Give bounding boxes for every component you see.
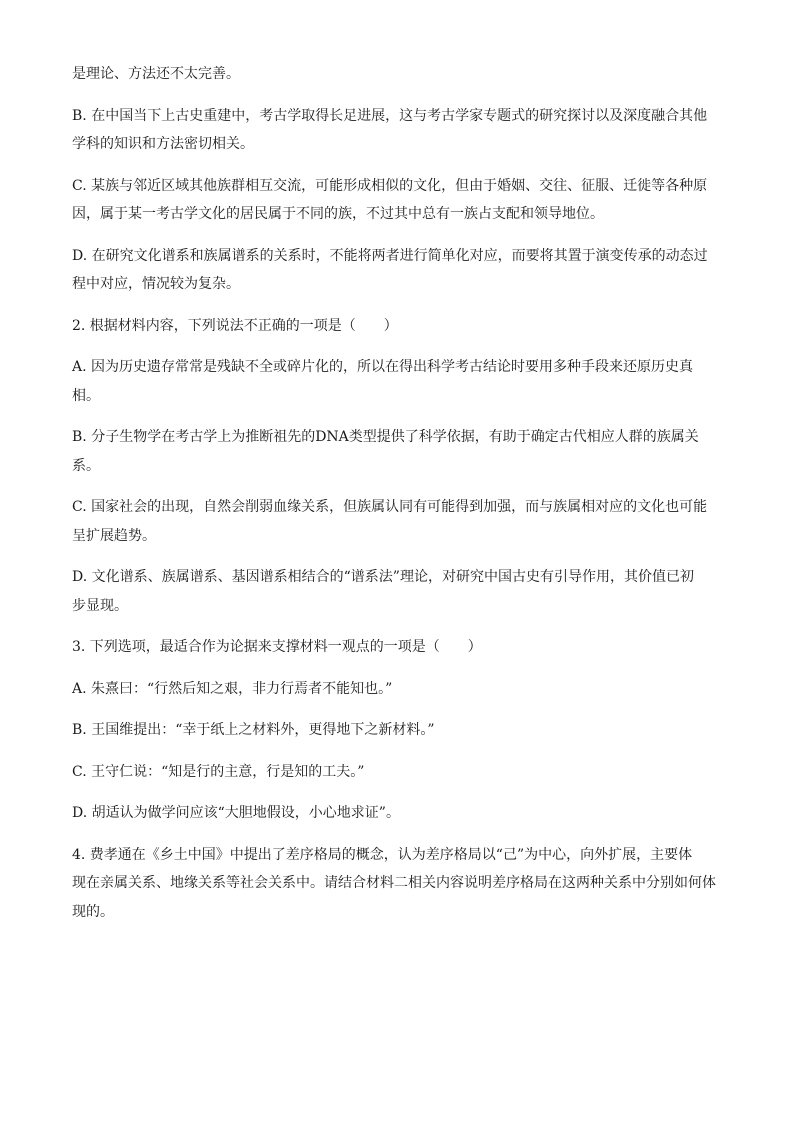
text-line: 因，属于某一考古学文化的居民属于不同的族，不过其中总有一族占支配和领导地位。 — [72, 206, 604, 222]
paragraph — [72, 675, 722, 704]
paragraph — [72, 563, 722, 620]
paragraph — [72, 172, 722, 229]
text-line: 相。 — [72, 387, 100, 404]
text-line: 4. 费孝通在《乡土中国》中提出了差序格局的概念，认为差序格局以“己”为中心，向外扩展，主要体 — [72, 846, 693, 863]
text-line: 3. 下列选项，最适合作为论据来支撑材料一观点的一项是（ ） — [72, 639, 482, 655]
text-line: C. 国家社会的出现，自然会削弱血缘关系，但族属认同有可能得到加强，而与族属相对应的文化也可能 — [72, 499, 708, 515]
text-line: D. 文化谱系、族属谱系、基因谱系相结合的“谱系法”理论，对研究中国古史有引导作用，其价值已初 — [72, 569, 694, 585]
text-line: 程中对应，情况较为复杂。 — [72, 276, 240, 292]
text-line: D. 胡适认为做学问应该“大胆地假设，小心地求证”。 — [72, 805, 400, 821]
text-line: 现的。 — [72, 903, 114, 920]
text-line: B. 分子生物学在考古学上为推断祖先的DNA类型提供了科学依据，有助于确定古代相应人群的族属关 — [72, 429, 699, 445]
text-line: C. 王守仁说：“知是行的主意，行是知的工夫。” — [72, 763, 365, 780]
text-line: 2. 根据材料内容，下列说法不正确的一项是（ ） — [72, 317, 398, 334]
paragraph — [72, 312, 722, 341]
text-line: A. 朱熹曰：“行然后知之艰，非力行焉者不能知也。” — [72, 680, 393, 697]
paragraph — [72, 102, 722, 159]
text-line: A. 因为历史遗存常常是残缺不全或碎片化的，所以在得出科学考古结论时要用多种手段来还原历史真 — [72, 359, 694, 375]
paragraph — [72, 493, 722, 550]
paragraph — [72, 353, 722, 410]
text-line: B. 王国维提出：“幸于纸上之材料外，更得地下之新材料。” — [72, 722, 435, 738]
text-line: C. 某族与邻近区域其他族群相互交流，可能形成相似的文化，但由于婚姻、交往、征服、迁徙等各种原 — [72, 177, 708, 194]
text-line: 是理论、方法还不太完善。 — [72, 66, 240, 82]
text-line: 呈扩展趋势。 — [72, 527, 156, 544]
paragraph — [72, 758, 722, 787]
paragraph — [72, 242, 722, 299]
text-line: 学科的知识和方法密切相关。 — [72, 136, 254, 152]
paragraph — [72, 423, 722, 480]
paragraph — [72, 799, 722, 828]
paragraph — [72, 716, 722, 745]
paragraph — [72, 633, 722, 662]
text-line: D. 在研究文化谱系和族属谱系的关系时，不能将两者进行简单化对应，而要将其置于演变传承的动态过 — [72, 247, 708, 264]
text-line: 现在亲属关系、地缘关系等社会关系中。请结合材料二相关内容说明差序格局在这两种关系中分别如何体 — [72, 875, 716, 891]
text-line: B. 在中国当下上古史重建中，考古学取得长足进展，这与考古学家专题式的研究探讨以及深度融合其他 — [72, 107, 708, 124]
document-body — [72, 60, 722, 939]
paragraph — [72, 841, 722, 927]
text-line: 步显现。 — [72, 597, 128, 614]
paragraph — [72, 60, 722, 89]
text-line: 系。 — [72, 457, 100, 474]
